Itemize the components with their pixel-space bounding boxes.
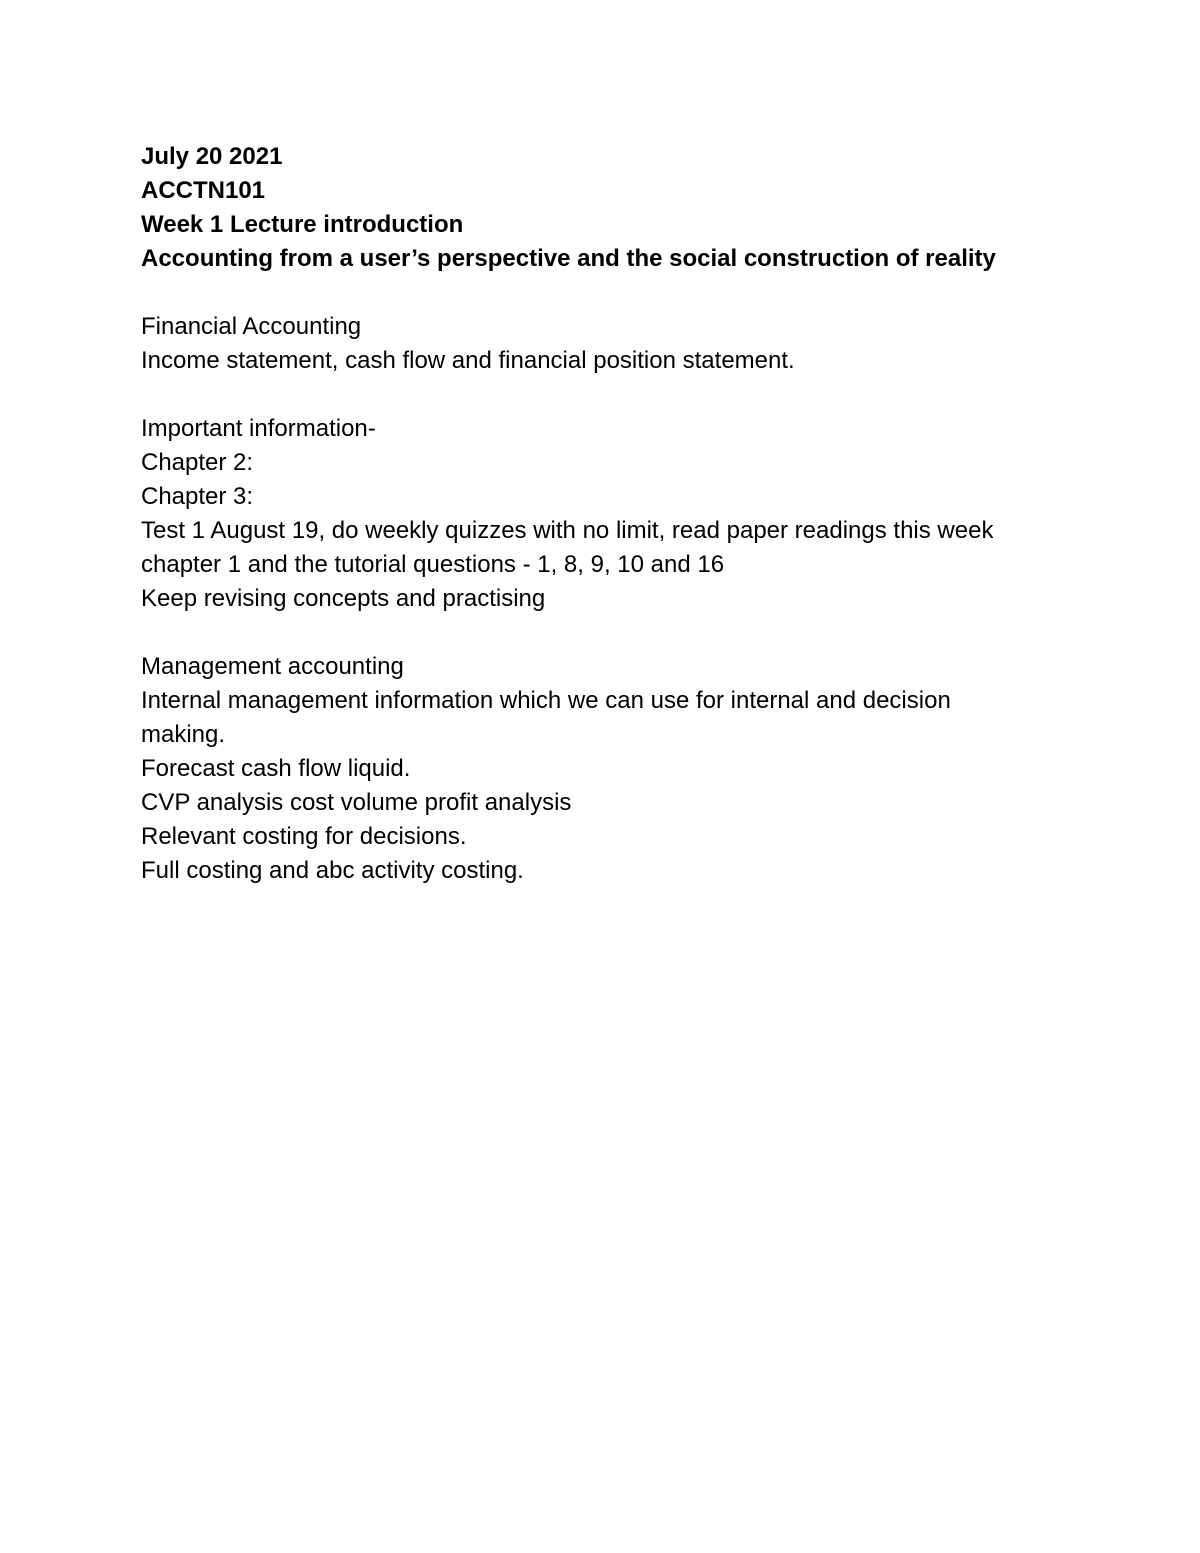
keep-revising-line: Keep revising concepts and practising — [141, 585, 546, 612]
lecture-title: Week 1 Lecture introduction — [141, 211, 464, 238]
spacer — [141, 378, 1081, 412]
chapter-2-line: Chapter 2: — [141, 449, 254, 476]
date-line: July 20 2021 — [141, 143, 283, 170]
test-line-1: Test 1 August 19, do weekly quizzes with no limit, read paper readings this week — [141, 517, 994, 544]
spacer — [141, 616, 1081, 650]
financial-text: Income statement, cash flow and financial position statement. — [141, 347, 795, 374]
chapter-3-line: Chapter 3: — [141, 483, 254, 510]
management-heading: Management accounting — [141, 653, 404, 680]
internal-info-line-2: making. — [141, 721, 226, 748]
management-item: Forecast cash flow liquid. — [141, 755, 411, 782]
financial-heading: Financial Accounting — [141, 313, 362, 340]
test-line-2: chapter 1 and the tutorial questions - 1, 8, 9, 10 and 16 — [141, 551, 725, 578]
course-code: ACCTN101 — [141, 177, 266, 204]
important-heading: Important information- — [141, 415, 376, 442]
topic-title: Accounting from a user’s perspective and the social construction of reality — [141, 245, 996, 272]
internal-info-line-1: Internal management information which we can use for internal and decision — [141, 687, 951, 714]
management-item: Full costing and abc activity costing. — [141, 857, 524, 884]
spacer — [141, 276, 1081, 310]
management-item: Relevant costing for decisions. — [141, 823, 467, 850]
management-item: CVP analysis cost volume profit analysis — [141, 789, 572, 816]
document-body — [141, 140, 1081, 888]
